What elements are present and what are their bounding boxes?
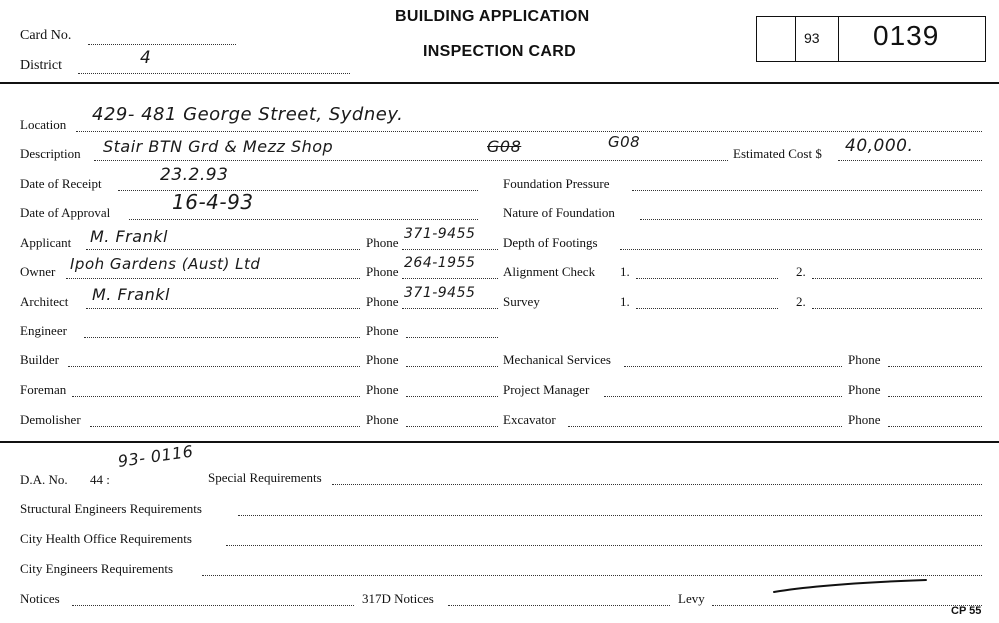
engineer-label: Engineer [20,323,67,338]
levy-label: Levy [678,591,705,606]
depth-footings-field[interactable] [620,249,982,250]
mechanical-services-label: Mechanical Services [503,352,611,367]
form-title-line2: INSPECTION CARD [423,43,576,60]
foreman-label: Foreman [20,382,67,397]
da-no-prefix: 44 : [90,472,110,487]
builder-label: Builder [20,352,59,367]
card-number-box [756,16,986,62]
description-label: Description [20,146,81,161]
project-manager-phone-label: Phone [848,382,881,397]
excavator-label: Excavator [503,412,556,427]
owner-phone-value: 264-1955 [404,255,476,271]
owner-label: Owner [20,264,56,279]
mechanical-phone-label: Phone [848,352,881,367]
depth-footings-label: Depth of Footings [503,235,598,250]
applicant-value: M. Frankl [90,227,168,246]
engineer-field[interactable] [84,337,360,338]
foundation-pressure-field[interactable] [632,190,982,191]
project-manager-field[interactable] [604,396,842,397]
date-receipt-label: Date of Receipt [20,176,102,191]
owner-phone-field[interactable] [402,278,498,279]
engineer-phone-label: Phone [366,323,399,338]
description-shop-no: G08 [608,133,641,151]
applicant-phone-label: Phone [366,235,399,250]
structural-requirements-field[interactable] [238,515,982,516]
architect-phone-field[interactable] [402,308,498,309]
architect-label: Architect [20,294,69,309]
description-field[interactable] [94,160,728,161]
foreman-phone-field[interactable] [406,396,498,397]
architect-field[interactable] [86,308,360,309]
city-engineers-label: City Engineers Requirements [20,561,174,576]
district-label: District [20,58,62,73]
applicant-phone-field[interactable] [402,249,498,250]
survey-2-field[interactable] [812,308,982,309]
header-divider [0,82,999,84]
survey-2-label: 2. [796,294,806,309]
form-title-line1: BUILDING APPLICATION [395,8,590,25]
alignment-check-1-label: 1. [620,264,630,279]
alignment-check-1-field[interactable] [636,278,778,279]
project-manager-phone-field[interactable] [888,396,982,397]
demolisher-field[interactable] [90,426,360,427]
card-no-label: Card No. [20,28,72,43]
foreman-phone-label: Phone [366,382,399,397]
applicant-phone-value: 371-9455 [404,226,476,242]
project-manager-label: Project Manager [503,382,590,397]
date-receipt-value: 23.2.93 [160,165,229,185]
alignment-check-label: Alignment Check [503,264,596,279]
foundation-pressure-label: Foundation Pressure [503,176,610,191]
excavator-phone-field[interactable] [888,426,982,427]
estimated-cost-field[interactable] [838,160,982,161]
applicant-field[interactable] [86,249,360,250]
section-divider [0,441,999,443]
levy-pen-stroke [770,576,930,598]
excavator-field[interactable] [568,426,842,427]
notices-label: Notices [20,591,60,606]
survey-1-label: 1. [620,294,630,309]
alignment-check-2-field[interactable] [812,278,982,279]
district-value: 4 [140,48,152,68]
estimated-cost-label: Estimated Cost $ [733,146,822,161]
demolisher-phone-field[interactable] [406,426,498,427]
card-number-prefix: 93 [804,30,820,46]
nature-foundation-field[interactable] [640,219,982,220]
description-struck-text: G08 [487,137,522,156]
alignment-check-2-label: 2. [796,264,806,279]
builder-phone-label: Phone [366,352,399,367]
location-label: Location [20,117,67,132]
form-code: CP 55 [951,605,982,617]
da-no-label: D.A. No. [20,472,68,487]
notices-317d-label: 317D Notices [362,591,434,606]
description-value: Stair BTN Grd & Mezz Shop [103,137,334,156]
builder-field[interactable] [68,366,360,367]
foreman-field[interactable] [72,396,360,397]
health-requirements-label: City Health Office Requirements [20,531,192,546]
applicant-label: Applicant [20,235,72,250]
owner-field[interactable] [66,278,360,279]
structural-requirements-label: Structural Engineers Requirements [20,501,202,516]
owner-value: Ipoh Gardens (Aust) Ltd [70,255,261,273]
special-requirements-label: Special Requirements [208,470,322,485]
owner-phone-label: Phone [366,264,399,279]
notices-field[interactable] [72,605,354,606]
survey-1-field[interactable] [636,308,778,309]
excavator-phone-label: Phone [848,412,881,427]
da-no-value: 93- 0116 [116,441,195,471]
mechanical-services-field[interactable] [624,366,842,367]
nature-foundation-label: Nature of Foundation [503,205,615,220]
architect-phone-value: 371-9455 [404,285,476,301]
card-no-field[interactable] [88,44,236,45]
health-requirements-field[interactable] [226,545,982,546]
location-field[interactable] [76,131,982,132]
engineer-phone-field[interactable] [406,337,498,338]
date-approval-value: 16-4-93 [172,190,254,214]
district-field[interactable] [78,73,350,74]
estimated-cost-value: 40,000. [845,136,914,156]
special-requirements-field[interactable] [332,484,982,485]
notices-317d-field[interactable] [448,605,670,606]
date-approval-label: Date of Approval [20,205,111,220]
location-value: 429- 481 George Street, Sydney. [92,104,404,125]
date-approval-field[interactable] [129,219,478,220]
survey-label: Survey [503,294,540,309]
architect-value: M. Frankl [92,285,170,304]
mechanical-phone-field[interactable] [888,366,982,367]
builder-phone-field[interactable] [406,366,498,367]
levy-field[interactable] [712,605,982,606]
demolisher-phone-label: Phone [366,412,399,427]
architect-phone-label: Phone [366,294,399,309]
demolisher-label: Demolisher [20,412,81,427]
card-number: 0139 [873,20,940,51]
